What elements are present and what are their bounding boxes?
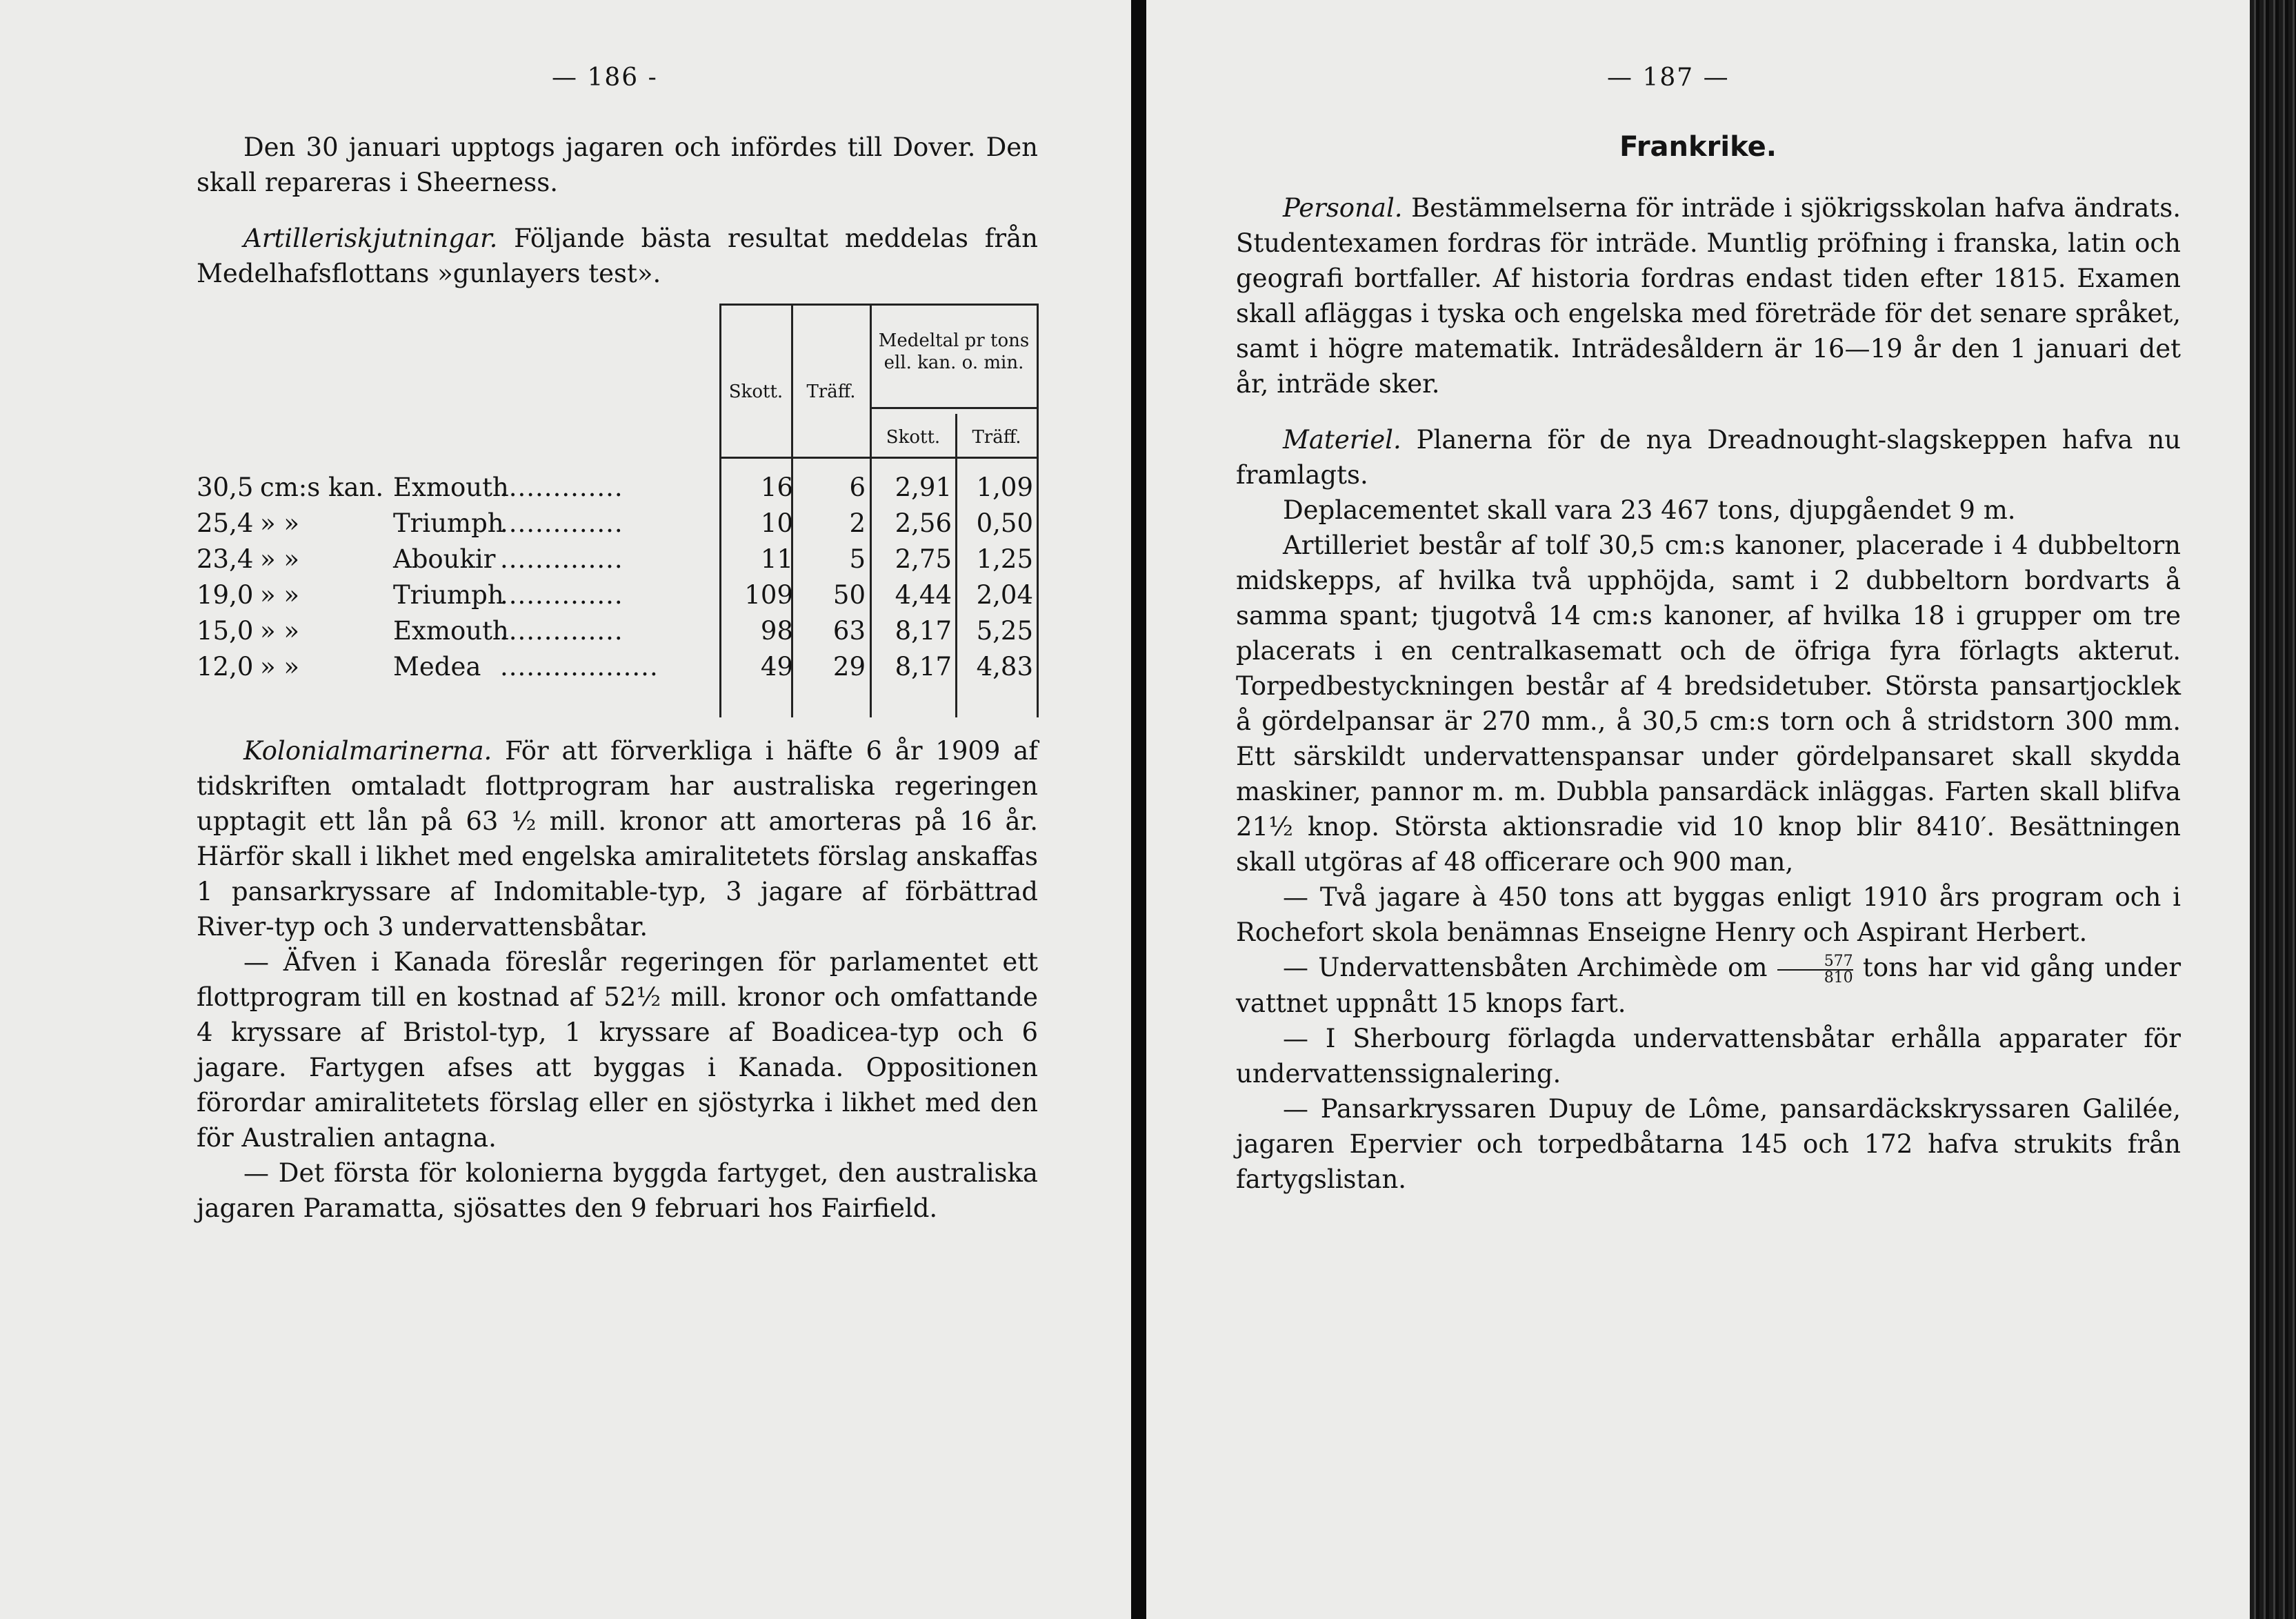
table-row (197, 580, 1038, 616)
fraction-numerator: 577 (1824, 952, 1853, 970)
page-number-left: — 186 - (552, 63, 658, 92)
paragraph-lead: Kolonialmarinerna. (243, 736, 492, 766)
body-paragraph: — Äfven i Kanada föreslår regeringen för parlamentet ett flottprogram till en kostnad af 52½ mill. kronor och omfattande 4 kryssare af Bristol-typ, 1 kryssare af Boadicea-typ och 6 jagare. Fartygen afses att byggas i Kanada. Oppositionen förordar amiralitetets förslag eller en sjöstyrka i likhet med den för Australien antagna. (197, 947, 1038, 1153)
header-avg-shots: Skott. (886, 427, 941, 448)
body-paragraph: Deplacementet skall vara 23 467 tons, djupgåendet 9 m. (1283, 495, 2016, 525)
table-row (197, 473, 1038, 508)
cell-ship: Aboukir (393, 544, 496, 574)
paragraph-lead: Materiel. (1283, 425, 1401, 455)
cell-shots: 98 (760, 616, 793, 646)
fraction-denominator: 810 (1777, 969, 1853, 986)
table-row (197, 652, 1038, 688)
cell-avg-shots: 2,56 (895, 508, 952, 538)
artillery-text: Följande bästa resultat meddelas från Medelhafsflottans »gunlayers test». (197, 224, 1038, 288)
cell-ship: Exmouth (393, 473, 509, 502)
table-top-rule (719, 304, 1039, 306)
cell-avg-shots: 2,75 (895, 544, 952, 574)
right-page (1146, 0, 2250, 1619)
cell-avg-hits: 0,50 (976, 508, 1033, 538)
cell-unit: » » (260, 508, 300, 538)
france-text (1236, 181, 2181, 1197)
cell-calibre: 25,4 (197, 508, 254, 538)
header-avg-hits: Träff. (972, 427, 1021, 448)
cell-shots: 109 (744, 580, 793, 610)
colonial-navies-text (197, 733, 1038, 1226)
table-row (197, 616, 1038, 652)
intro-paragraph: Den 30 januari upptogs jagaren och infördes till Dover. Den skall repareras i Sheerness. (197, 132, 1038, 197)
cell-hits: 6 (849, 473, 866, 502)
cell-unit: » » (260, 652, 300, 682)
paragraph-text: För att förverkliga i häfte 6 år 1909 af tidskriften omtaladt flottprogram har australiska regeringen upptagit ett lån på 63 ½ mill. kronor att amorteras på 16 år. Härför skall i likhet med engelska amiralitetets förslag anskaffas 1 pansarkryssare af Indomitable-typ, 3 jagare af förbättrad River-typ och 3 undervattensbåtar. (197, 736, 1038, 942)
paragraph-lead: Personal. (1283, 193, 1403, 223)
body-paragraph: — Pansarkryssaren Dupuy de Lôme, pansardäckskryssaren Galilée, jagaren Epervier och torpedbåtarna 145 och 172 hafva strukits från fartygslistan. (1236, 1093, 2181, 1194)
cell-calibre: 23,4 (197, 544, 254, 574)
artillery-heading: Artilleriskjutningar. (243, 224, 498, 253)
cell-ship: Triumph (393, 580, 504, 610)
body-paragraph: — Det första för kolonierna byggda fartyget, den australiska jagaren Paramatta, sjösattes den 9 februari hos Fairfield. (197, 1158, 1038, 1223)
cell-dots: .............. (500, 616, 623, 646)
materiel-paragraph (1236, 422, 2181, 493)
cell-ship: Exmouth (393, 616, 509, 646)
artillery-paragraph (197, 221, 1038, 291)
cell-hits: 29 (832, 652, 866, 682)
body-paragraph: — I Sherbourg förlagda undervattensbåtar erhålla apparater för undervattenssignalering. (1236, 1023, 2181, 1089)
book-edge (2250, 0, 2296, 1619)
cell-dots: .............. (500, 544, 623, 574)
table-subheader-rule (870, 407, 1039, 409)
cell-ship: Triumph (393, 508, 504, 538)
paragraph-text: — Undervattensbåten Archimède om (1283, 953, 1777, 982)
cell-avg-hits: 1,09 (976, 473, 1033, 502)
cell-avg-shots: 4,44 (895, 580, 952, 610)
cell-hits: 5 (849, 544, 866, 574)
cell-calibre: 19,0 (197, 580, 254, 610)
tonnage-fraction (1777, 954, 1853, 986)
cell-dots: .............. (500, 508, 623, 538)
body-paragraph (197, 733, 1038, 944)
cell-calibre: 15,0 (197, 616, 254, 646)
cell-avg-shots: 8,17 (895, 616, 952, 646)
body-paragraph: Artilleriet består af tolf 30,5 cm:s kanoner, placerade i 4 dubbeltorn midskepps, af hvilka två upphöjda, samt i 2 dubbeltorn bordvarts å samma spant; tjugotvå 14 cm:s kanoner, af hvilka 18 i grupper om tre placerats i en centralkasematt och de öfriga fyra förlagts akterut. Torpedbestyckningen består af 4 bredsidetuber. Största pansartjocklek å gördelpansar är 270 mm., å 30,5 cm:s torn och å stridstorn 300 mm. Ett särskildt undervattenspansar under gördelpansaret skall skydda maskiner, pannor m. m. Dubbla pansardäck inläggas. Farten skall blifva 21½ knop. Största aktionsradie vid 10 knop blir 8410′. Besättningen skall utgöras af 48 officerare och 900 man, (1236, 530, 2181, 877)
cell-dots: .............. (500, 580, 623, 610)
header-hits: Träff. (806, 381, 856, 402)
cell-avg-shots: 8,17 (895, 652, 952, 682)
cell-unit: » » (260, 544, 300, 574)
personnel-paragraph (1236, 190, 2181, 401)
paragraph-text: Planerna för de nya Dreadnought-slagskeppen hafva nu framlagts. (1236, 425, 2181, 490)
cell-unit: » » (260, 616, 300, 646)
cell-avg-hits: 1,25 (976, 544, 1033, 574)
cell-dots: .................. (500, 652, 659, 682)
cell-avg-hits: 5,25 (976, 616, 1033, 646)
section-title: Frankrike. (1619, 131, 1777, 163)
cell-shots: 10 (760, 508, 793, 538)
paragraph-text: Bestämmelserna för inträde i sjökrigsskolan hafva ändrats. Studentexamen fordras för inträde. Muntlig pröfning i franska, latin och geografi bortfaller. Af historia fordras endast tiden efter 1815. Examen skall afläggas i tyska och engelska med företräde för det senare språket, samt i högre matematik. Inträdesåldern är 16—19 år den 1 januari det år, inträde sker. (1236, 193, 2181, 399)
cell-unit: » » (260, 580, 300, 610)
cell-shots: 16 (760, 473, 793, 502)
cell-unit: cm:s kan. (260, 473, 384, 502)
table-row (197, 508, 1038, 544)
cell-avg-hits: 4,83 (976, 652, 1033, 682)
cell-avg-shots: 2,91 (895, 473, 952, 502)
left-page (0, 0, 1131, 1619)
table-header-rule (719, 457, 1039, 459)
cell-calibre: 12,0 (197, 652, 254, 682)
cell-calibre: 30,5 (197, 473, 254, 502)
cell-hits: 50 (832, 580, 866, 610)
cell-shots: 11 (760, 544, 793, 574)
paragraph-text: tons har vid gång under vattnet uppnått 15 knops fart. (1236, 953, 2182, 1018)
cell-dots: .............. (500, 473, 623, 502)
cell-shots: 49 (760, 652, 793, 682)
cell-avg-hits: 2,04 (976, 580, 1033, 610)
cell-ship: Medea (393, 652, 481, 682)
intro-text (197, 130, 1038, 291)
page-number-right: — 187 — (1607, 63, 1730, 92)
body-paragraph (1236, 950, 2181, 1021)
cell-hits: 2 (849, 508, 866, 538)
body-paragraph: — Två jagare à 450 tons att byggas enligt 1910 års program och i Rochefort skola benämnas Enseigne Henry och Aspirant Herbert. (1236, 882, 2181, 947)
table-row (197, 544, 1038, 580)
header-shots: Skott. (728, 381, 783, 402)
cell-hits: 63 (832, 616, 866, 646)
header-average-group: Medeltal pr tons ell. kan. o. min. (878, 330, 1030, 373)
